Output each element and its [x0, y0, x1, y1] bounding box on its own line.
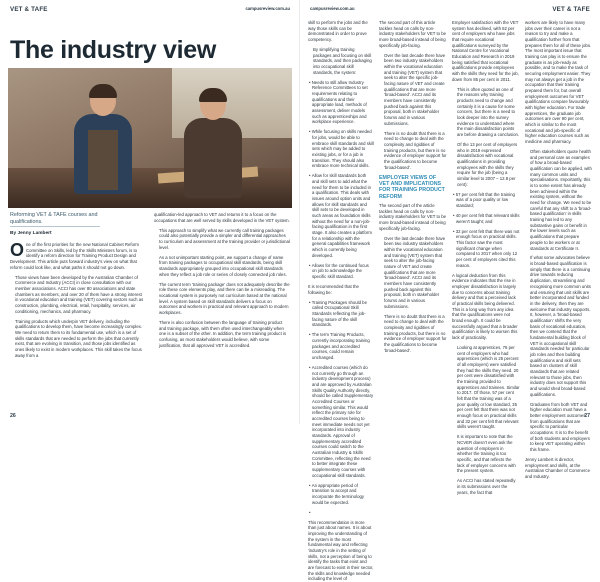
byline-divider	[10, 226, 100, 227]
left-column-2	[154, 212, 290, 410]
author-note: Jenny Lambert is director, employment and skills, at the Australian Chamber of Commerce and Industry.	[525, 456, 590, 479]
site-url[interactable]: campusreview.com.au	[245, 6, 290, 11]
bullet-item: • Training Packages should be called Occupational Skill Standards reflecting the job-facing nature of the skill standards.	[308, 300, 374, 328]
body-paragraph: qualification-led approach to VET and returns it to a focus on the occupations that are well served by skills developed in the VET system.	[154, 212, 290, 223]
body-paragraph: As a not unimportant starting point, we support a change of name from training packages to occupational skill standards, being skill standards appropriately grouped into occupational skill standards when they reflect a job role or series of closely connected job roles.	[159, 254, 287, 277]
body-paragraph: The second part of the article tackles head on calls by non-industry stakeholders for VET to be more broad-based instead of being specifically job-facing.	[379, 203, 447, 231]
right-column-3	[452, 20, 520, 495]
page-number: 26	[10, 413, 16, 419]
body-paragraph: Training products which underpin VET delivery, including the qualifications to develop them, have become increasingly complex. We need to return them to its fundamental use, which is a set of skills standards that are needed to perform the jobs that currently exist, that are evolving in transition, and those jobs identified as ones likely to exist in modern workplaces. This skill takes the focus away from a	[15, 318, 143, 358]
photo-caption: Reforming VET & TAFE courses and qualifications.	[10, 212, 98, 225]
intro-paragraph: One of the first priorities for the new National Cabinet Reform Committee on Skills, led by the Skills Ministers forum, is to identify a reform direction for Training Product Design and Development. This article puts forward industry's view on what that reform could look like, and what paths it should not go down.	[10, 240, 139, 270]
bullet-item: • An appropriate period of transition to accept and incorporate the terminology would be expected.	[308, 483, 374, 506]
body-paragraph: If what some advocates believe is broad-based qualification is simply that there is a continuing drive towards reducing duplication, streamlining and recognising more common units and ensuring that unit skills are better incorporated and funded in the delivery, then they are welcome that industry supports. It, however, a 'broad-based qualification' shifts the very basis of vocational education, then we contend that the fundamental building block of VET is occupational skill standards needed for particular job roles and then building qualifications and skill sets based on clusters of skill standards that are related relevant to those jobs, then industry does not support this and would shed broad-based qualifications.	[530, 255, 591, 397]
section-tag: VET & TAFE	[552, 6, 590, 13]
bullet-item: • Allows for the continued focus on job to acknowledge the specific skill standard.	[308, 263, 374, 280]
left-header	[0, 0, 300, 20]
body-paragraph: As ACCI has stated repeatedly in its submissions over the years, the fact that	[457, 478, 516, 495]
body-paragraph: skill to perform the jobs and the way those skills can be demonstrated in order to prove competency.	[308, 20, 368, 43]
page-number: 27	[584, 413, 590, 419]
body-paragraph: This is often quoted as one of the reasons why training products need to change and certainly it is a cause for some concern, but there is a need to look deeper into the survey evidence to understand where the main dissatisfaction points are before drawing a conclusion.	[457, 86, 520, 138]
left-column-1	[10, 242, 144, 410]
site-url[interactable]: campusreview.com.au	[310, 6, 355, 11]
bullet-item: • Accredited courses (which do not currently go through an industry development process) and are approved by Australian Skills Quality Authority directly, should be called Supplementary Accredited Courses or something similar. This would reflect the primary role for accredited courses being to meet immediate needs not yet incorporated into industry standards. Approval of supplementary accredited courses could switch to the Australian Industry & Skills Committee, reflecting the need to better integrate these supplementary courses with occupational skill standards.	[308, 365, 374, 478]
body-paragraph: Often stakeholders quote health and personal care as examples of how a broad-based qualification can be applied, with many common units and specialisations. Importantly, this is to some extent has already been achieved within the existing system, without the need for change. We need to be careful that any shift to a 'broad-based qualification' in skills training has led to any substantive gains or benefit in the lower levels such as qualifications that prepare people to be workers or at standards at Certificate II.	[530, 149, 592, 251]
right-column-2	[379, 20, 447, 410]
body-paragraph: Over the last decade there have been two industry stakeholders within the vocational education and training (VET) system that seek to alter the specific job-facing nature of VET and create qualifications that are more 'broad-based'. ACCI and its members have consistently pushed back against this proposal, both in stakeholder forums and in various submissions.	[384, 52, 446, 126]
body-paragraph: There is also confusion between the language of training product and training package, with them often used interchangeably when one is a subset of the other. In addition, the term training product is confusing, as most stakeholders would believe, with some justification, that all approved VET is accredited.	[159, 319, 287, 348]
body-paragraph: The second part of this article tackles head on calls by non-industry stakeholders for VET to be more broad-based instead of being specifically job-facing.	[379, 20, 447, 48]
bullet-item: • 57 per cent felt that the training was of a poor quality or low standard;	[452, 192, 520, 209]
right-header	[300, 0, 600, 20]
body-paragraph: It is important to note that the NCVER doesn't even ask the question of employers in whether the training is too specific, and that reflects the lack of employer concerns with the present system.	[457, 434, 516, 474]
body-paragraph: This approach to simplify what we currently call training packages could also potentially provide a simpler and differential approaches to curriculum and assessment at the training provider or jurisdictional level.	[159, 227, 290, 250]
bullet-item: • Allow for skill standards both and skill sets to add what the need for them to be included in a qualification. This deals with issues around option units and allows for skill standards and skill sets to be developed in such areas as foundation skills without the need for a non-job-facing qualification in the first stage. It also creates a platform for a relationship with the general capabilities framework which is currently being developed.	[308, 173, 374, 258]
section-heading: EMPLOYER VIEWS OF VET AND IMPLICATIONS FOR TRAINING PRODUCT REFORM	[379, 174, 445, 200]
bullet-item: • The term Training Products, currently incorporating training packages and accredited courses, could remain unchanged.	[308, 332, 374, 360]
body-paragraph: Over the last decade there have been two industry stakeholders within the vocational education and training (VET) system that seek to alter the job-facing nature of VET and create qualifications that are more 'broad-based'. ACCI and its members have consistently pushed back against this proposal, both in stakeholder forums and in various submissions.	[384, 235, 446, 309]
body-paragraph: There is no doubt that there is a need to change to deal with the complexity and rigidities of training products, but there is no evidence of employer support for the qualifications to become 'broad-based'.	[384, 130, 447, 170]
body-paragraph: It is recommended that the following be:	[308, 284, 359, 295]
body-paragraph: By simplifying training packages and focusing on skill standards, and then packaging into occupational skill standards, the system:	[313, 46, 372, 75]
hero-photo	[8, 68, 292, 208]
bullet-item: • While focusing on skills needed for jobs, would be able to embrace skill standards and skill sets which may be added to existing jobs, or for a job in transition. They should also embrace more technical skills.	[308, 129, 374, 169]
body-paragraph: Those views have been developed by the Australian Chamber of Commerce and Industry (ACCI) in close consultation with our member associations. ACCI has over 80 associations and state chambers as members, and over 20 of them have a strong interest in vocational education and training (VET) covering sectors such as construction, plumbing, electrical, retail, hospitality, services, air conditioning, mechanics, and pharmacy.	[15, 274, 144, 314]
body-paragraph: This recommendation is more than just about names. It is about improving the understanding of the system in the most fundamental way and reflecting 'industry's role in the setting of skills, not a perception of being to identify the tasks that exist and are forecast to exist in their sector, the skills and knowledge needed including the level of	[308, 519, 374, 582]
body-paragraph: There is no doubt that there is a need to change to deal with the complexity and rigidities of training products, but there is no evidence of employer support for the qualifications to become 'broad-based'.	[384, 313, 447, 353]
drop-cap: O	[10, 240, 25, 260]
body-paragraph: A logical deduction from this evidence indicates that the rise in employer dissatisfaction is largely due to concerns about training delivery and that a perceived lack of practical skills being delivered. This is a long way from any idea that the qualifications were not broad enough. It could be successfully argued that a broader qualification is likely to worsen this lack of practicality.	[452, 272, 518, 341]
body-paragraph: Looking at apprentices, 76 per cent of employers who had apprentices (which is 25 percent of all employers) were satisfied they had the skills they need. 20 per cent were dissatisfied with the training provided to apprentices and trainees. Similar to 2017. Of those, 57 per cent felt that the training was of a poor quality or low standard, 35 per cent felt that there was not enough focus on practical skills and 32 per cent felt that relevant skills weren't taught.	[457, 345, 520, 430]
bullet-item: • 32 per cent felt that there was not enough focus on practical skills. This factor saw the most significant change when compared to 2017 when only 12 per cent of employers cited this reason.	[452, 229, 520, 269]
body-paragraph: Employer satisfaction with the VET system has declined, with 52 per cent of employers who have jobs that require vocational qualifications surveyed by the National Centre for Vocational Education and Research in 2019 being satisfied that vocational qualifications provide employees with the skills they need for the job, down from 85 per cent in 2011.	[452, 20, 519, 82]
bullet-item	[308, 510, 374, 516]
left-page	[0, 0, 300, 424]
bullet-item: • 40 per cent felt that relevant skills weren't taught; and	[452, 213, 520, 224]
body-paragraph: The current term 'training package' does not adequately describe the role these core elements play, and there can be a misreading. The vocational system is purposely not curriculum based at the national level. A system based on skill standards delivers a focus on outcomes and workers in practical and relevant approach to modern workplaces.	[159, 281, 290, 315]
body-paragraph: Graduates from both VET and higher education must have a better employment outcomes from qualifications that are specific to particular occupations. It is to the benefit of both students and employers to keep VET operating within this frame.	[530, 401, 590, 452]
page-title: The industry view	[10, 36, 217, 64]
right-page	[300, 0, 600, 582]
body-paragraph: Of the 13 per cent of employers who in 2019 expressed dissatisfaction with vocational qualifications in providing employees with the skills they require for the job (being a similar level to 2007 – 12.8 per cent):	[457, 142, 518, 187]
bullet-item: • Needs to still allow Industry Reference Committees to set requirements relating to qualifications and their appropriate load, methods of assessment, deliver models such as apprenticeships and workplace experience.	[308, 80, 374, 125]
body-paragraph: workers are likely to have many jobs over their career is not a reason to try and make a qualification further from that prepares them for all of these jobs. The most important issue that training can play is to ensure the graduate is as job-ready as possible, and to make the task of securing employment easier. They may not always get a job in the occupation that their training prepared them for, but overall employment outcomes for VET qualifications compare favourably with higher education. For trade apprentices, the graduate job outcomes are over 90 per cent, which is similar to the most vocational and job-specific of higher education courses such as medicine and pharmacy.	[525, 20, 592, 145]
right-column-1	[308, 20, 374, 582]
byline: By Jenny Lambert	[10, 231, 52, 236]
section-tag: VET & TAFE	[10, 6, 48, 13]
